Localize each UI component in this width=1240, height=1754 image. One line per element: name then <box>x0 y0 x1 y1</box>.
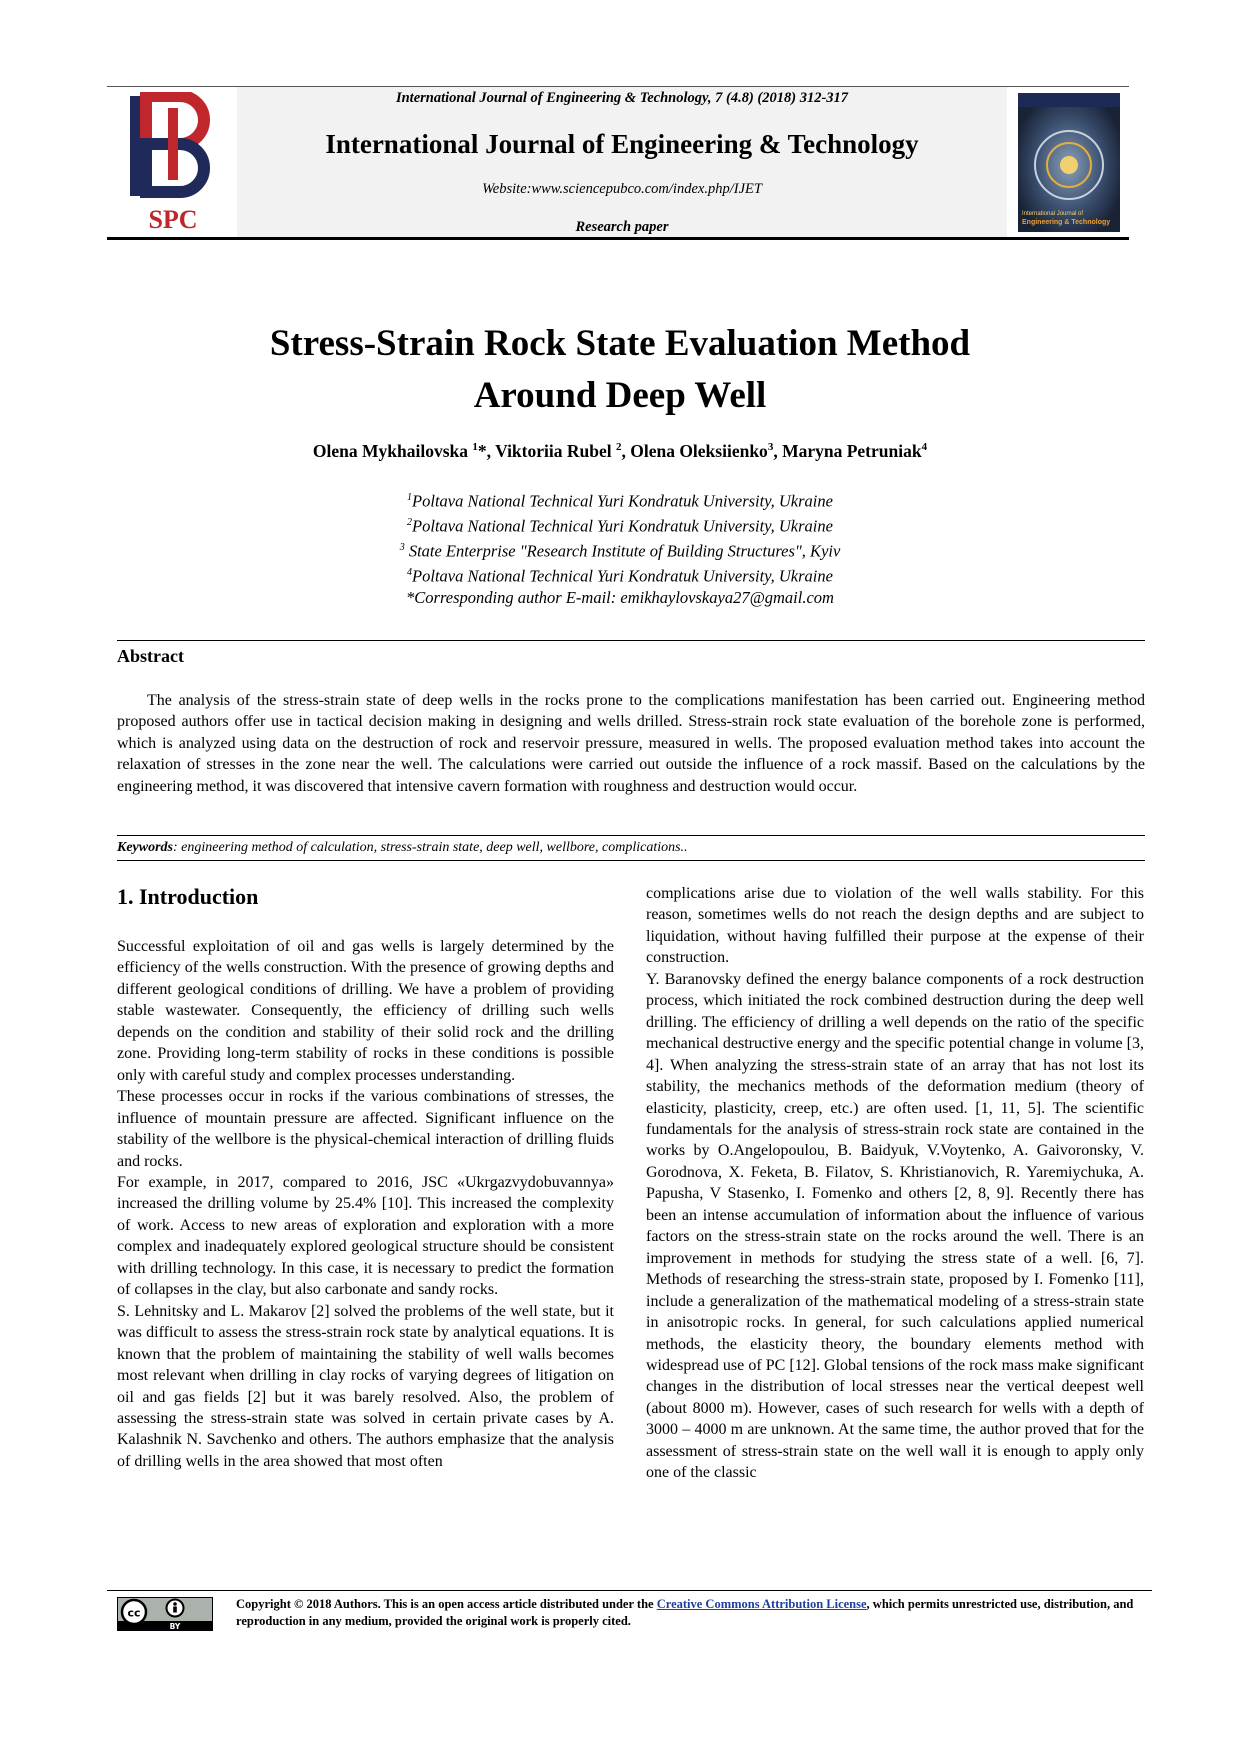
cc-label: cc <box>127 1606 141 1620</box>
journal-citation: International Journal of Engineering & Technology, 7 (4.8) (2018) 312-317 <box>395 90 849 106</box>
journal-website: Website:www.sciencepubco.com/index.php/IJET <box>482 181 762 197</box>
author-list <box>150 441 1090 462</box>
paper-title-line-1: Stress-Strain Rock State Evaluation Method <box>269 323 971 364</box>
paper-type: Research paper <box>575 219 669 235</box>
logo-bar-center <box>168 108 178 180</box>
keywords-label: Keywords <box>117 840 173 855</box>
logo-text: SPC <box>148 205 198 234</box>
abstract-heading: Abstract <box>117 646 184 666</box>
keywords-top-rule <box>117 835 1145 836</box>
keywords-bottom-rule <box>117 860 1145 861</box>
body-column-right <box>646 883 1144 1484</box>
header-bottom-rule <box>107 237 1129 240</box>
paragraph: For example, in 2017, compared to 2016, JSC «Ukrgazvydobuvannya» increased the drilling volume by 25.4% [10]. This increased the complexity of work. Access to new areas of exploration and exploration with a more complex and inadequately explored geological structure should be consistent with drilling technology. In this case, it is necessary to predict the formation of collapses in the clay, but also carbonate and sandy rocks. <box>117 1173 614 1299</box>
author-3: Olena Oleksiienko$^3$, <box>630 441 783 461</box>
author-4: Maryna Petruniak$^4$ <box>782 441 928 461</box>
corresponding-author: *Corresponding author E-mail: emikhaylovskaya27@gmail.com <box>406 588 834 608</box>
by-label: BY <box>169 1622 181 1631</box>
abstract-top-rule <box>117 640 1145 641</box>
paper-title <box>150 318 1090 422</box>
author-2: Viktoriia Rubel $^2$, <box>495 441 631 461</box>
paragraph: S. Lehnitsky and L. Makarov [2] solved the problems of the well state, but it was difficult to assess the stress-strain rock state by analytical equations. It is known that the problem of maintaining the stability of well walls becomes most relevant when drilling in clay rocks of varying degrees of litigation on oil and gas fields [2] but it was barely resolved. Also, the problem of assessing the stress-strain state was solved in certain private cases by A. Kalashnik N. Savchenko and others. The authors emphasize that the analysis of drilling wells in the area showed that most often <box>117 1302 614 1470</box>
affiliation-3: $^3$ State Enterprise "Research Institute of Building Structures", Kyiv <box>399 541 841 561</box>
section-heading-introduction: 1. Introduction <box>117 884 259 909</box>
abstract-text: The analysis of the stress-strain state of deep wells in the rocks prone to the complications manifestation has been carried out. Engineering method proposed authors offer use in tactical decision making in designing and wells drilled. Stress-strain rock state evaluation of the borehole zone is performed, which is analyzed using data on the destruction of rock and reservoir pressure, measured in wells. The proposed evaluation method takes into account the relaxation of stresses in the zone near the well. The calculations were carried out outside the influence of a rock massif. Based on the calculations by the engineering method, it was discovered that intensive cavern formation with roughness and destruction would occur. <box>117 692 1145 795</box>
publisher-logo <box>118 92 228 234</box>
footer-rule <box>107 1590 1152 1591</box>
body-column-left <box>117 936 614 1472</box>
affiliation-2: $^2$Poltava National Technical Yuri Kondratuk University, Ukraine <box>407 516 833 536</box>
cc-by-license-badge[interactable] <box>117 1597 213 1631</box>
journal-cover-image <box>1018 93 1120 232</box>
paragraph: complications arise due to violation of the well walls stability. For this reason, sometimes wells do not reach the design depths and are subject to liquidation, without having fulfilled their purpose at the expense of their construction. <box>646 885 1144 967</box>
keywords <box>117 840 1145 856</box>
copyright-notice: Copyright © 2018 Authors. This is an open access article distributed under the Creative Commons Attribution License, which permits unrestricted use, distribution, and reproduction in any medium, provided the original work is properly cited. <box>236 1597 1134 1628</box>
paragraph: Y. Baranovsky defined the energy balance components of a rock destruction process, which initiated the rock combined destruction during the deep well drilling. The efficiency of drilling a well depends on the ratio of the specific mechanical destructive energy and the specific potential change in volume [3, 4]. When analyzing the stress-strain state of an array that has not lost its stability, the mechanics methods of the deformation medium (theory of elasticity, plasticity, creep, etc.) are often used. [1, 11, 5]. The scientific fundamentals for the analysis of stress-strain rock state are contained in the works by O.Angelopoulou, B. Baidyuk, V.Voytenko, A. Gaivoronsky, V. Gorodnova, X. Feketa, B. Filatov, S. Khristianovich, R. Yaremiychuka, A. Papusha, V Stasenko, I. Fomenko and others [2, 8, 9]. Recently there has been an intense accumulation of information about the influence of various factors on the stress-strain state on the rocks around the well. There is an improvement in methods for studying the stress state of a well. [6, 7]. Methods of researching the stress-strain state, proposed by I. Fomenko [11], include a generalization of the mathematical modeling of a stress-strain state in anisotropic rocks. In general, for such calculations applied numerical methods, the elasticity theory, the boundary elements method with widespread use of PC [12]. Global tensions of the rock mass make significant changes in the distribution of local stresses near the vertical deepest well (about 8000 m). However, cases of such research for wells with a depth of 3000 – 4000 m are unknown. At the same time, the author proved that for the assessment of stress-strain state on the well wall it is enough to apply only one of the classic <box>646 970 1144 1482</box>
author-1: Olena Mykhailovska $^1$*, <box>312 441 496 461</box>
affiliation-4: $^4$Poltava National Technical Yuri Kondratuk University, Ukraine <box>407 566 833 586</box>
journal-title: International Journal of Engineering & Technology <box>325 129 919 159</box>
header-banner <box>237 87 1007 237</box>
affiliation-list <box>150 487 1090 609</box>
license-link[interactable]: Creative Commons Attribution License <box>656 1597 867 1611</box>
cover-text-bottom: Engineering & Technology <box>1022 219 1111 226</box>
paragraph: These processes occur in rocks if the various combinations of stresses, the influence of mountain pressure are affected. Significant influence on the stability of the wellbore is the physical-chemical interaction of drilling fluids and rocks. <box>117 1088 614 1170</box>
keywords-text: : engineering method of calculation, stress-strain state, deep well, wellbore, complications.. <box>173 840 688 855</box>
paper-title-line-2: Around Deep Well <box>473 375 767 416</box>
affiliation-1: $^1$Poltava National Technical Yuri Kondratuk University, Ukraine <box>407 491 833 511</box>
cover-text-top: International Journal of <box>1022 211 1084 217</box>
paragraph: Successful exploitation of oil and gas wells is largely determined by the efficiency of the wells construction. With the presence of growing depths and different geological conditions of drilling. We have a problem of providing stable wastewater. Consequently, the efficiency of drilling such wells depends on the condition and stability of their solid rock and the drilling zone. Providing long-term stability of rocks in these conditions is possible only with careful study and complex processes understanding. <box>117 938 614 1084</box>
